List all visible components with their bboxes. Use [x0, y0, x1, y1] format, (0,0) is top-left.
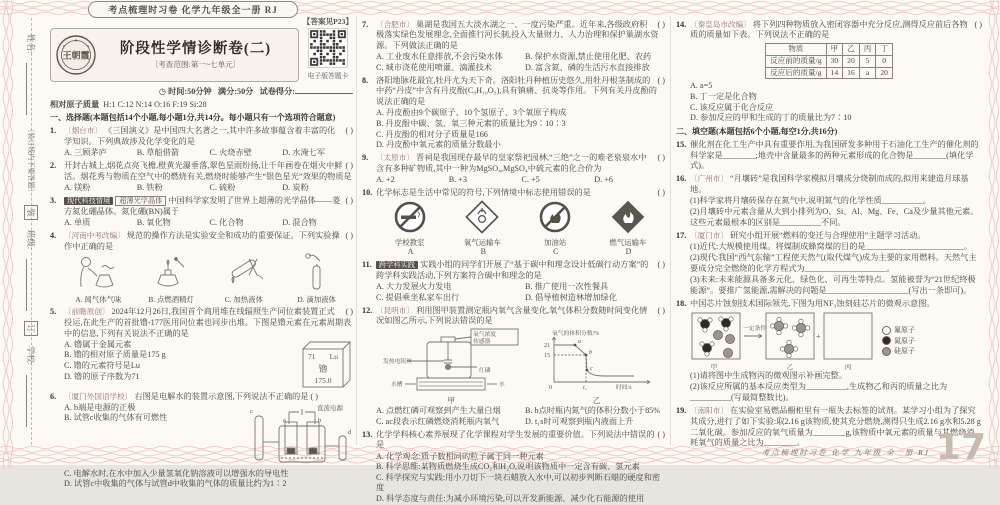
legend-label: 氮原子 — [894, 336, 915, 345]
option: B. 镥的相对原子质量是175 g — [64, 350, 166, 360]
table-cell: 反应后的质量/g — [766, 67, 826, 79]
question-4 — [50, 231, 353, 252]
question-number: 7. — [362, 19, 369, 29]
question-number: 17. — [676, 231, 687, 241]
option: A. 大力发展火力发电 — [376, 281, 452, 291]
sub-question: (2)该反应所属的基本反应类型为__________,生成物乙和丙的质量之比为__________(写最简整数比)。 — [690, 382, 948, 403]
question-text: 巢湖是我国五大淡水湖之一、一度污染严重。近年来,各级政府积极落实绿色发展理念,全面推行河长制,投入大量财力、人力治理和保护巢湖水资源。下列做法正确的是 — [376, 19, 659, 50]
fig-label-trough: 水槽 — [391, 382, 403, 389]
footer-text: 考点梳理时习卷 化学 九年级 全一册 RJ — [761, 448, 930, 457]
section-1-heading: 一、选择题(本题包括14个小题,每小题1分,共14分。每小题只有一个选项符合题意) — [50, 113, 336, 123]
sign-letter: A — [407, 247, 414, 257]
question-7 — [362, 20, 665, 52]
question-17 — [676, 231, 982, 296]
options-14 — [676, 81, 982, 124]
fig-label-power: 直流电源 — [317, 405, 343, 413]
sign-caption: 学校教室 — [394, 237, 425, 247]
fig-label-c: c — [250, 408, 253, 416]
question-text: 在实验室易燃品橱柜里有一瓶失去标签的试剂。某学习小组为了探究其成分,进行了如下实验:取2.16 g该物质,使其充分燃烧,测得只生成2.16 g水和5.28 g二氧化碳。参加反应的氧气质量为________g,该物质中氧元素的质量与其燃烧消耗氧气的质量之比为________。 — [690, 406, 981, 448]
question-1 — [50, 126, 353, 147]
source-tag: 〔昆明市〕 — [376, 305, 414, 315]
chart-origin: 0 — [548, 385, 552, 392]
qr-code-icon — [308, 28, 348, 68]
question-text: “月壤砖”是我国科学家模拟月壤成分烧制而成的,拟用来建造月球基地。 — [690, 174, 969, 195]
heat-liquid-figure — [221, 253, 267, 291]
column-divider-1 — [356, 16, 357, 445]
question-text: 开封古城上,烟花点亮飞檐,橙黄光瀑垂落,翠色星雨纷扬,让千年画卷在烟火中鲜活。烟花秀与物质在空气中的燃烧有关,燃烧时能够产生“银色星光”效果的物质是 — [64, 161, 352, 181]
table-cell: 30 — [826, 55, 843, 67]
column-2 — [362, 17, 665, 504]
qr-block — [303, 28, 353, 82]
meta-line — [50, 85, 353, 98]
question-number: 10. — [362, 188, 373, 198]
fig-label-sensor: 氧气浓度 — [473, 332, 497, 339]
option: A. +2 — [376, 175, 395, 185]
figure-caption: 甲 — [447, 395, 455, 405]
question-number: 1. — [50, 126, 57, 136]
water-electrolysis-figure — [249, 402, 353, 468]
title-box — [50, 28, 299, 82]
question-text: 洛阳地脉花最宜,牡丹尤为天下奇。洛阳牡丹种植历史悠久,用牡丹根茎制成的中药“丹皮”中含有丹皮酚(C₉H₁₀O₃),具有镇痛、抗炎等作用。下列有关丹皮酚的说法正确的是 — [376, 75, 657, 107]
option: C. 该反应属于化合反应 — [690, 102, 774, 112]
option: A. 工业废水任意排放,不会污染水体 — [376, 51, 503, 61]
question-number: 13. — [362, 429, 373, 439]
sign-letter: B — [480, 247, 486, 257]
options-11 — [362, 282, 665, 303]
option: B. 试管c收集的气体有可燃性 — [64, 413, 168, 423]
question-text: 化学标志是生活中常见的符号,下列情境中标志使用错误的是 — [376, 188, 591, 198]
option: A. 单质 — [64, 217, 91, 227]
no-smoking-sign-icon — [393, 200, 427, 234]
question-number: 9. — [362, 153, 369, 163]
option: D. 水淹七军 — [282, 148, 326, 158]
question-6-body — [50, 402, 353, 468]
atomic-mass-values: H:1 C:12 N:14 O:16 F:19 Si:28 — [103, 99, 207, 109]
table-cell: a — [859, 67, 876, 79]
atomic-mass-line — [50, 100, 353, 111]
element-mass: 175.0 — [314, 376, 332, 386]
binding-zhuang: 装 — [24, 205, 38, 220]
table-cell: 16 — [843, 67, 860, 79]
legend-label: 氟原子 — [894, 326, 915, 334]
binding-school-blank — [26, 375, 36, 427]
table-header: 乙 — [843, 43, 860, 55]
option: A. 丹皮酚由9个碳原子、10个氢原子、3个氧原子构成 — [376, 108, 567, 118]
option: B. 草船借箭 — [136, 148, 180, 158]
table-header: 甲 — [826, 43, 843, 55]
answer-bracket: ( ) — [974, 19, 982, 29]
options-1 — [50, 148, 353, 159]
question-5-body — [50, 339, 353, 389]
table-header: 物质 — [766, 43, 826, 55]
question-text: 《三国演义》是中国四大名著之一,其中许多故事蕴含着丰富的化学知识。下列典故涉及化学变化的是 — [64, 126, 336, 146]
option: C. 火烧赤壁 — [209, 148, 252, 158]
element-number: 71 — [308, 352, 316, 362]
option: B. 铁粉 — [136, 182, 163, 192]
figure-caption: 乙 — [593, 395, 601, 405]
option: A. 镁粉 — [64, 182, 91, 192]
clock-icon: ◷ — [158, 87, 167, 96]
question-13 — [362, 430, 665, 451]
option: C. 硫粉 — [209, 182, 236, 192]
question-3 — [50, 196, 353, 217]
fig-label-phosphorus: 红磷 — [479, 368, 491, 375]
score-label: 试卷得分: — [259, 87, 295, 96]
binding-strip — [20, 34, 42, 434]
question-text: 中国科学家发明了世界上超薄的光学晶体——菱方氮化硼晶体。氮化硼(BN)属于 — [64, 196, 341, 216]
etching-micro-diagram — [690, 311, 876, 371]
brand-logo-icon — [55, 34, 97, 76]
question-text: 中国芯片蚀刻技术国际领先,下图为用NF₃蚀刻硅芯片的微观示意图。 — [690, 299, 935, 309]
question-number: 11. — [362, 260, 372, 270]
element-cell-figure — [297, 339, 353, 389]
question-5 — [50, 307, 353, 339]
chart-point-label: a — [577, 339, 581, 346]
figure-caption: A. 闻气体气味 — [75, 295, 122, 305]
answer-bracket: ( ) — [657, 305, 665, 315]
question-text: 研究小组开展“燃料的变迁与合理使用”主题学习活动。 — [730, 231, 926, 241]
mass-table — [765, 43, 893, 80]
binding-school-label: 学校: — [26, 345, 36, 366]
chart-ylabel: 氧气的体积分数/% — [551, 331, 599, 338]
question-text: 规范的操作方法是实验安全和成功的重要保证。下列实验操作中正确的是 — [64, 231, 340, 251]
options-8 — [362, 108, 665, 151]
table-cell: 反应前的质量/g — [766, 55, 826, 67]
oxygen-measure-apparatus-figure — [383, 328, 519, 392]
legend-label: 硅原子 — [894, 347, 915, 355]
option: D. 炭粉 — [282, 182, 309, 192]
source-tag: 〔太原市〕 — [376, 153, 414, 163]
question-10 — [362, 188, 665, 199]
question-6 — [50, 392, 353, 403]
sign-letter: C — [553, 247, 559, 257]
question-10-letters — [362, 247, 665, 257]
answer-reference: 【答案见P23】 — [302, 17, 353, 26]
sub-question: (1)科学家将月壤砖保存在氮气中,说明氮气的化学性质__________。 — [690, 196, 931, 206]
question-number: 2. — [50, 161, 57, 171]
add-drops-figure — [294, 253, 340, 291]
option: B. 科学思维:某物质燃烧生成CO₂和H₂O,说明该物质中一定含有碳、氢元素 — [376, 462, 640, 472]
box-caption: 丙 — [844, 363, 852, 371]
time-label: 时间:50分钟 — [168, 87, 212, 96]
table-cell: 20 — [843, 55, 860, 67]
fig-label-sensor: 传感器 — [473, 339, 491, 346]
paper-title: 阶段性学情诊断卷(二) — [119, 41, 272, 58]
options-6cd — [50, 469, 353, 490]
question-8 — [362, 76, 665, 108]
option: C. 化合物 — [209, 217, 244, 227]
option: C. 镥的元素符号是Lu — [64, 360, 140, 370]
option: D. t₁s时可观察到瓶内液面上升 — [525, 416, 634, 426]
paper-header — [50, 28, 353, 82]
figure-caption: B. 点燃酒精灯 — [148, 295, 194, 305]
question-18 — [676, 299, 982, 404]
question-11 — [362, 260, 665, 281]
question-number: 3. — [50, 196, 57, 206]
option: C. 城市浇花使用喷灌、滴灌技术 — [376, 62, 492, 72]
question-15 — [676, 140, 982, 172]
fluorine-atom-icon — [882, 326, 891, 335]
chart-point-label: c — [589, 366, 593, 373]
column-3 — [676, 17, 982, 453]
question-text: 将下列四种物质放入密闭容器中充分反应,测得反应前后各物质的质量如下表。下列说法不正确的是 — [690, 19, 968, 40]
option: D. 倡导植树造林增加绿化 — [525, 292, 617, 302]
sign-caption: 氧气运输车 — [463, 237, 501, 247]
source-tag: 〔广州市〕 — [690, 174, 728, 184]
question-10-signs — [362, 200, 665, 247]
option: B. 保护水资源,禁止使用化肥、农药 — [525, 51, 652, 61]
reaction-condition-label: 一定条件 — [743, 325, 767, 332]
option: D. +6 — [594, 175, 613, 185]
option: B. 推广使用一次性餐具 — [525, 281, 609, 291]
page-footer — [761, 426, 986, 468]
option: A. 三顾茅庐 — [64, 148, 107, 158]
option: C. 提倡乘坐私家车出行 — [376, 292, 460, 302]
binding-note: 〔装订线内不要答题〕 — [27, 125, 35, 196]
context-badge: 现代科技情境 — [64, 197, 113, 205]
sign-caption: 燃气运输车 — [609, 237, 647, 247]
answer-bracket: ( ) — [657, 19, 665, 29]
option: C. +5 — [521, 175, 540, 185]
answer-bracket: ( ) — [657, 429, 665, 439]
option: A. 点燃红磷可观察到产生大量白烟 — [376, 405, 501, 415]
source-tag: 〔秦皇岛市改编〕 — [690, 19, 751, 29]
question-16 — [676, 174, 982, 228]
option: B. 氧化物 — [136, 217, 171, 227]
sign-letter: D — [625, 247, 632, 257]
question-18-figure-row — [690, 311, 982, 371]
no-open-flame-sign-icon — [538, 200, 572, 234]
box-caption: 甲 — [710, 363, 718, 371]
option: D. 参加反应的甲和生成的丁的质量比为7∶10 — [690, 113, 852, 123]
box-caption: 乙 — [786, 363, 794, 371]
options-3 — [50, 218, 353, 229]
binding-class-blank — [26, 259, 36, 311]
option: B. 丁一定是化合物 — [690, 92, 757, 102]
atom-legend — [882, 325, 915, 357]
answer-bracket: ( ) — [345, 307, 353, 317]
option: A. 镥属于金属元素 — [64, 339, 132, 349]
answer-bracket: ( ) — [657, 153, 665, 163]
option: B. +3 — [448, 175, 468, 185]
options-2 — [50, 183, 353, 194]
question-number: 14. — [676, 19, 687, 29]
binding-name-label: 姓名: — [26, 34, 36, 54]
sign-caption: 加油站 — [544, 237, 567, 247]
oxidizer-sign-icon — [465, 200, 499, 234]
plus-sign: + — [816, 331, 821, 341]
sub-question: (3)未来:未来能源具备多元化、绿色化、可再生等特点。氢能被誉为“21世纪终极能源”。要推广氢能源,需解决的问题是____________________(写出一条即可)。 — [690, 275, 976, 295]
question-number: 5. — [50, 307, 57, 317]
question-14 — [676, 20, 982, 41]
option: D. 科学态度与责任:为减小环境污染,可以开发新能源、减少化石能源的使用 — [376, 494, 645, 504]
light-lamp-figure — [148, 253, 194, 291]
element-name: 镥 — [318, 364, 328, 375]
source-tag: 〔河南中考改编〕 — [64, 231, 125, 241]
question-12-figures — [362, 328, 665, 405]
section-2-heading: 二、填空题(本题包括6个小题,每空1分,共16分) — [676, 127, 838, 137]
question-number: 6. — [50, 391, 57, 401]
fig-label-b: b — [318, 417, 322, 425]
answer-bracket: ( ) — [310, 391, 318, 401]
question-text: 催化剂在化工生产中具有重要作用,为我国研发多种用于石油化工生产的催化剂的科学家是________;地壳中含量最多的两种元素形成的化合物是________(填化学式)。 — [690, 139, 979, 171]
question-12 — [362, 306, 665, 327]
question-text: 化学学科核心素养展现了化学课程对学生发展的重要价值。下列说法中错误的是 — [376, 429, 655, 450]
question-2 — [50, 161, 353, 182]
answer-bracket: ( ) — [657, 75, 665, 85]
question-text: 晋祠是我国现存最早的皇家祭祀园林,“三绝”之一的难老泉泉水中含有多种矿物质,其中一种为MgSO₄,MgSO₄中硫元素的化合价为 — [376, 153, 647, 174]
topic-badge: 超薄光学晶体 — [115, 196, 166, 206]
source-tag: 〔烟台市〕 — [64, 126, 102, 136]
option: D. 富含氮、磷的生活污水直接排放 — [525, 62, 650, 72]
option: A. 化学观念:质子数相同的粒子属于同一种元素 — [376, 451, 544, 461]
source-tag: 〔前瞻原创〕 — [64, 307, 110, 317]
answer-bracket: ( ) — [345, 231, 353, 241]
source-tag: 〔厦门外国语学校〕 — [64, 391, 133, 401]
options-5 — [64, 340, 295, 383]
page-number: 17 — [935, 426, 986, 468]
table-cell: 14 — [826, 67, 843, 79]
question-number: 16. — [676, 174, 687, 184]
chart-ytick: 15 — [543, 353, 550, 360]
smell-gas-figure — [75, 253, 121, 291]
answer-bracket: ( ) — [657, 188, 665, 198]
options-13 — [362, 452, 665, 505]
question-text: 2024年12月26日,我国首个商用堆在线辐照生产同位素装置正式投运,在此生产的首批镥-177医用同位素也同步出堆。下图是镥元素在元素周期表中的信息,下列有关说法不正确的是 — [64, 307, 352, 338]
fig-label-a: a — [283, 417, 286, 425]
chart-point-label: b — [588, 350, 592, 357]
column-1 — [50, 17, 353, 489]
figure-caption: C. 加热液体 — [224, 295, 263, 305]
answer-bracket: ( ) — [345, 126, 353, 136]
question-text: 利用图甲装置测定瓶内氧气含量变化,氧气体积分数随时间变化情况如图乙所示,下列说法错误的是 — [376, 305, 648, 326]
nitrogen-atom-icon — [882, 336, 891, 345]
fullmark-label: 满分:50分 — [217, 87, 254, 96]
sub-question: (2)现代:我国“西气东输”工程使天然气(取代煤气)成为主要的家用燃料。天然气主要成分完全燃烧的化学方程式为____________________。 — [690, 253, 977, 274]
source-tag: 〔厦门市〕 — [690, 231, 728, 241]
fig-label-d: d — [348, 429, 352, 437]
oxygen-volume-chart — [538, 328, 656, 392]
figure-caption: D. 滴加液体 — [297, 295, 336, 305]
atomic-mass-label: 相对原子质量 — [50, 99, 100, 109]
table-header: 丁 — [876, 43, 893, 55]
option: D. 试管c中收集的气体与试管d中收集的气体的质量比约为1∶2 — [64, 479, 287, 489]
flammable-gas-sign-icon — [611, 200, 645, 234]
question-4-figures — [50, 253, 353, 304]
question-number: 8. — [362, 75, 369, 85]
options-7 — [362, 52, 665, 73]
table-cell: 20 — [876, 67, 893, 79]
qr-caption: 电子版答题卡 — [307, 72, 349, 80]
brand-logo-text: 王朝霞 — [62, 50, 90, 61]
option: C. 电解水时,在水中加入少量氢氧化钠溶液可以增强水的导电性 — [64, 468, 289, 478]
option: D. 丹皮酚中氧元素的质量分数最小 — [376, 140, 501, 150]
options-6ab — [64, 403, 247, 424]
silicon-atom-icon — [882, 347, 891, 356]
question-number: 12. — [362, 305, 373, 315]
question-text: 右图是电解水的装置示意图,下列说法不正确的是 — [134, 391, 309, 401]
answer-bracket: ( ) — [345, 161, 353, 171]
score-blank — [295, 85, 353, 94]
table-cell: 5 — [859, 55, 876, 67]
source-tag: 〔合肥市〕 — [376, 19, 414, 29]
option: A. b端是电源的正极 — [64, 402, 136, 412]
column-divider-2 — [670, 16, 671, 445]
top-band-title: 考点梳理时习卷 化学九年级全一册 RJ — [88, 1, 298, 18]
fig-label-water: 水 — [499, 382, 506, 389]
options-9 — [362, 175, 665, 186]
chart-xlabel: 时间/s — [615, 385, 632, 392]
question-number: 15. — [676, 139, 687, 149]
question-number: 19. — [676, 406, 687, 416]
option: D. 混合物 — [282, 217, 317, 227]
question-number: 18. — [676, 299, 687, 309]
source-tag: 〔南阳市〕 — [690, 406, 728, 416]
question-number: 4. — [50, 231, 57, 241]
context-badge: 跨学科实践 — [376, 261, 418, 269]
option: C. 科学探究与实践:用小刀切下一块石蜡放入水中,可以初步判断石蜡的硬度和密度 — [376, 472, 661, 493]
chart-ytick: 21 — [543, 343, 550, 350]
option: B. 丹皮酚中碳、氢、氧三种元素的质量比为9∶10∶3 — [376, 118, 566, 128]
wave-border-right — [986, 0, 1000, 465]
options-12 — [362, 406, 665, 427]
option: C. 丹皮酚的相对分子质量是166 — [376, 129, 488, 139]
paper-scope: 〔考查范围:第一~七单元〕 — [150, 59, 241, 69]
sub-question: (1)请将图中生成物丙的微观图示补画完整。 — [690, 371, 847, 381]
option: B. b点时瓶内氮气的体积分数小于85% — [525, 405, 661, 415]
fig-label-wire: 发热电阻丝 — [383, 359, 413, 366]
option: C. ac段表示红磷燃烧消耗瓶内氧气 — [376, 416, 500, 426]
sub-question: (1)近代:大规模使用煤。将煤制成蜂窝煤的目的是________________________。 — [690, 242, 973, 252]
table-cell: 0 — [876, 55, 893, 67]
question-text: 实践小组的同学们开展了“基于碳中和理念设计低碳行动方案”的跨学科实践活动,下列方案符合碳中和理念的是 — [376, 260, 649, 280]
element-symbol: Lu — [329, 352, 338, 362]
question-9 — [362, 153, 665, 174]
binding-name-blank — [26, 63, 36, 115]
sub-question: (2)月壤砖中元素含量从大到小排列为O、Si、Al、Mg、Fe、Ca及少量其他元素。这些元素最根本的区别是__________不同。 — [690, 207, 979, 227]
binding-ding: 订 — [24, 321, 38, 336]
chart-xtick: t₁ — [582, 385, 587, 392]
option: D. 镥的原子序数为71 — [64, 371, 140, 381]
answer-bracket: ( ) — [345, 196, 353, 206]
binding-class-label: 班级: — [26, 229, 36, 250]
wave-border-left — [0, 0, 14, 465]
option: A. a=5 — [690, 81, 713, 91]
answer-bracket: ( ) — [657, 260, 665, 270]
table-header: 丙 — [859, 43, 876, 55]
